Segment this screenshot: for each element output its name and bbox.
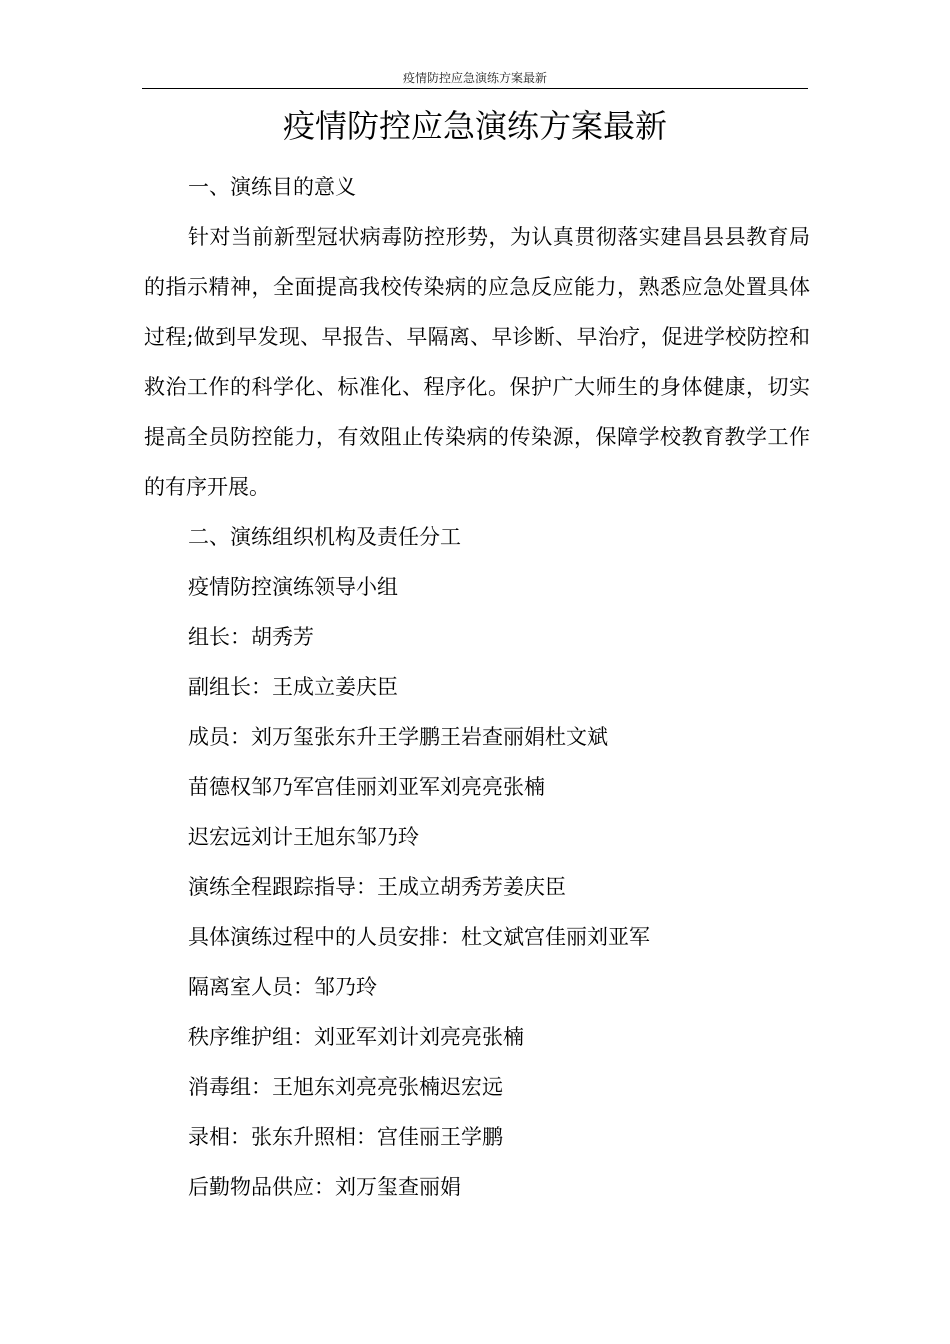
text-line: 后勤物品供应：刘万玺查丽娟 <box>188 1175 461 1199</box>
section-heading-organization: 二、演练组织机构及责任分工 <box>188 525 461 549</box>
text-line: 录相：张东升照相：宫佳丽王学鹏 <box>188 1125 503 1149</box>
running-header: 疫情防控应急演练方案最新 <box>402 71 547 85</box>
text-line: 迟宏远刘计王旭东邹乃玲 <box>188 825 419 849</box>
text-line: 隔离室人员：邹乃玲 <box>188 975 377 999</box>
document-body <box>144 162 810 1212</box>
text-line: 消毒组：王旭东刘亮亮张楠迟宏远 <box>188 1075 503 1099</box>
header-rule <box>142 88 808 89</box>
section-heading-purpose: 一、演练目的意义 <box>188 175 356 199</box>
text-line: 副组长：王成立姜庆臣 <box>188 675 398 699</box>
text-line: 具体演练过程中的人员安排：杜文斌宫佳丽刘亚军 <box>188 925 650 949</box>
document-title: 疫情防控应急演练方案最新 <box>282 107 667 145</box>
text-line: 演练全程跟踪指导：王成立胡秀芳姜庆臣 <box>188 875 566 899</box>
text-line: 组长：胡秀芳 <box>188 625 314 649</box>
text-line: 疫情防控演练领导小组 <box>188 575 398 599</box>
text-line: 秩序维护组：刘亚军刘计刘亮亮张楠 <box>188 1025 524 1049</box>
text-line: 苗德权邹乃军宫佳丽刘亚军刘亮亮张楠 <box>188 775 545 799</box>
text-line: 成员：刘万玺张东升王学鹏王岩查丽娟杜文斌 <box>188 725 608 749</box>
purpose-paragraph: 针对当前新型冠状病毒防控形势，为认真贯彻落实建昌县县教育局的指示精神，全面提高我校传染病的应急反应能力，熟悉应急处置具体过程;做到早发现、早报告、早隔离、早诊断、早治疗，促进学校防控和救治工作的科学化、标准化、程序化。保护广大师生的身体健康，切实提高全员防控能力，有效阻止传染病的传染源，保障学校教育教学工作的有序开展。 <box>144 225 810 499</box>
